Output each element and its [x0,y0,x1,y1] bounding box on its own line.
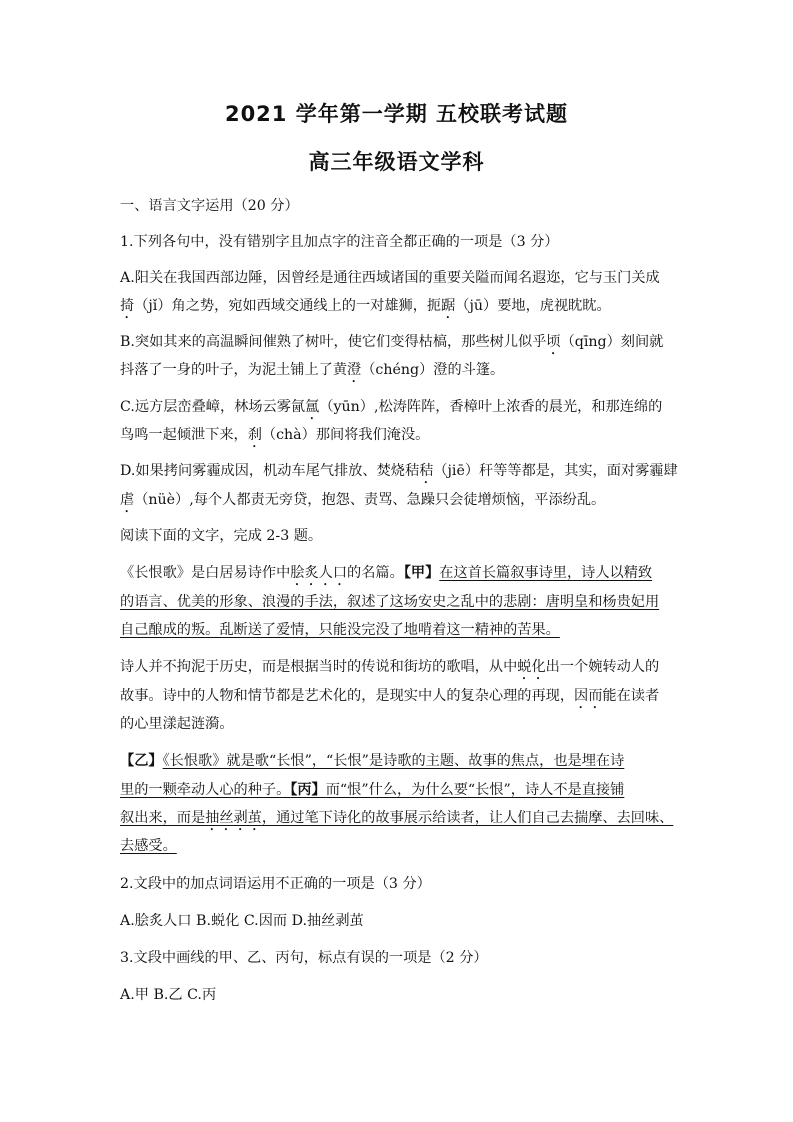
dotted-word: 脍炙人口 [290,565,348,581]
passage-p2-line2: 故事。诗中的人物和情节都是艺术化的，是现实中人的复杂心理的再现，因而能在读者 [120,688,660,704]
reading-intro: 阅读下面的文字，完成 2-3 题。 [120,528,323,544]
q1-option-b-line2: 抖落了一身的叶子，为泥土铺上了黄澄（chéng）澄的斗篷。 [120,362,505,378]
passage-p1-line3: 自己酿成的叛。乱断送了爱情，只能没完没了地啃着这一精神的苦果。 [120,622,560,638]
q1-option-a-line2: 掎（jǐ）角之势，宛如西域交通线上的一对雄狮，扼踞（jū）要地，虎视眈眈。 [120,298,611,314]
passage-p3-line2: 里的一颗牵动人心的种子。【丙】而“恨”什么，为什么要“长恨”，诗人不是直接铺 [120,782,625,798]
passage-p3-line1: 【乙】《长恨歌》就是歌“长恨”，“长恨”是诗歌的主题、故事的焦点，也是埋在诗 [120,753,625,769]
q1-option-c-line2: 鸟鸣一起倾泄下来，刹（chà）那间将我们淹没。 [120,427,430,443]
dotted-char: 澄 [347,362,362,378]
passage-p3-line4: 去感受。 [120,838,177,854]
q1-option-d-line1: D.如果拷问雾霾成因，机动车尾气排放、焚烧秸秸（jiē）秆等等都是，其实，面对雾霾肆 [120,463,678,479]
dotted-char: 氲 [305,399,320,415]
q1-option-b-line1: B.突如其来的高温瞬间催熟了树叶，使它们变得枯槁，那些树儿似乎顷（qīng）刻间就 [120,334,664,350]
dotted-word: 抽丝剥茧 [205,810,262,826]
question-2-stem: 2.文段中的加点词语运用不正确的一项是（3 分） [120,876,431,892]
marker-bing: 【丙】 [290,782,326,798]
passage-p3-line3: 叙出来，而是抽丝剥茧，通过笔下诗化的故事展示给读者，让人们自己去揣摩、去回味、 [120,810,674,826]
q1-option-a-line1: A.阳关在我国西部边陲，因曾经是通往西域诸国的重要关隘而闻名遐迩，它与玉门关成 [120,270,660,286]
dotted-char: 刹 [247,427,262,443]
dotted-word: 蜕化 [517,659,546,675]
passage-p2-line3: 的心里漾起涟漪。 [120,716,234,732]
section-heading: 一、语言文字运用（20 分） [120,198,299,214]
dotted-char: 虐 [120,492,135,508]
passage-p1-line1: 《长恨歌》是白居易诗作中脍炙人口的名篇。【甲】在这首长篇叙事诗里，诗人以精致 [120,565,653,581]
marker-yi: 【乙】 [120,753,163,769]
dotted-char: 秸 [419,463,434,479]
dotted-char: 掎 [120,298,135,314]
underlined-sentence: 在这首长篇叙事诗里，诗人以精致 [439,565,653,581]
dotted-word: 因而 [574,688,603,704]
dotted-char: 顷 [546,334,561,350]
q1-option-d-line2: 虐（nüè）,每个人都责无旁贷，抱怨、责骂、急躁只会徒增烦恼，平添纷乱。 [120,492,606,508]
marker-jia: 【甲】 [403,565,440,581]
question-1-stem: 1.下列各句中，没有错别字且加点字的注音全都正确的一项是（3 分） [120,234,559,250]
q1-option-c-line1: C.远方层峦叠嶂，林场云雾氤氲（yūn）,松涛阵阵，香樟叶上浓香的晨光，和那连绵的 [120,399,663,415]
exam-title: 2021 学年第一学期 五校联考试题 [224,102,569,126]
question-2-options: A.脍炙人口 B.蜕化 C.因而 D.抽丝剥茧 [120,913,364,929]
dotted-char: 踞 [441,298,456,314]
exam-subtitle: 高三年级语文学科 [308,150,485,174]
question-3-options: A.甲 B.乙 C.丙 [120,987,217,1003]
question-3-stem: 3.文段中画线的甲、乙、丙句，标点有误的一项是（2 分） [120,950,488,966]
passage-p2-line1: 诗人并不拘泥于历史，而是根据当时的传说和街坊的歌唱，从中蜕化出一个婉转动人的 [120,659,660,675]
passage-p1-line2: 的语言、优美的形象、浪漫的手法，叙述了这场安史之乱中的悲剧：唐明皇和杨贵妃用 [120,594,660,610]
